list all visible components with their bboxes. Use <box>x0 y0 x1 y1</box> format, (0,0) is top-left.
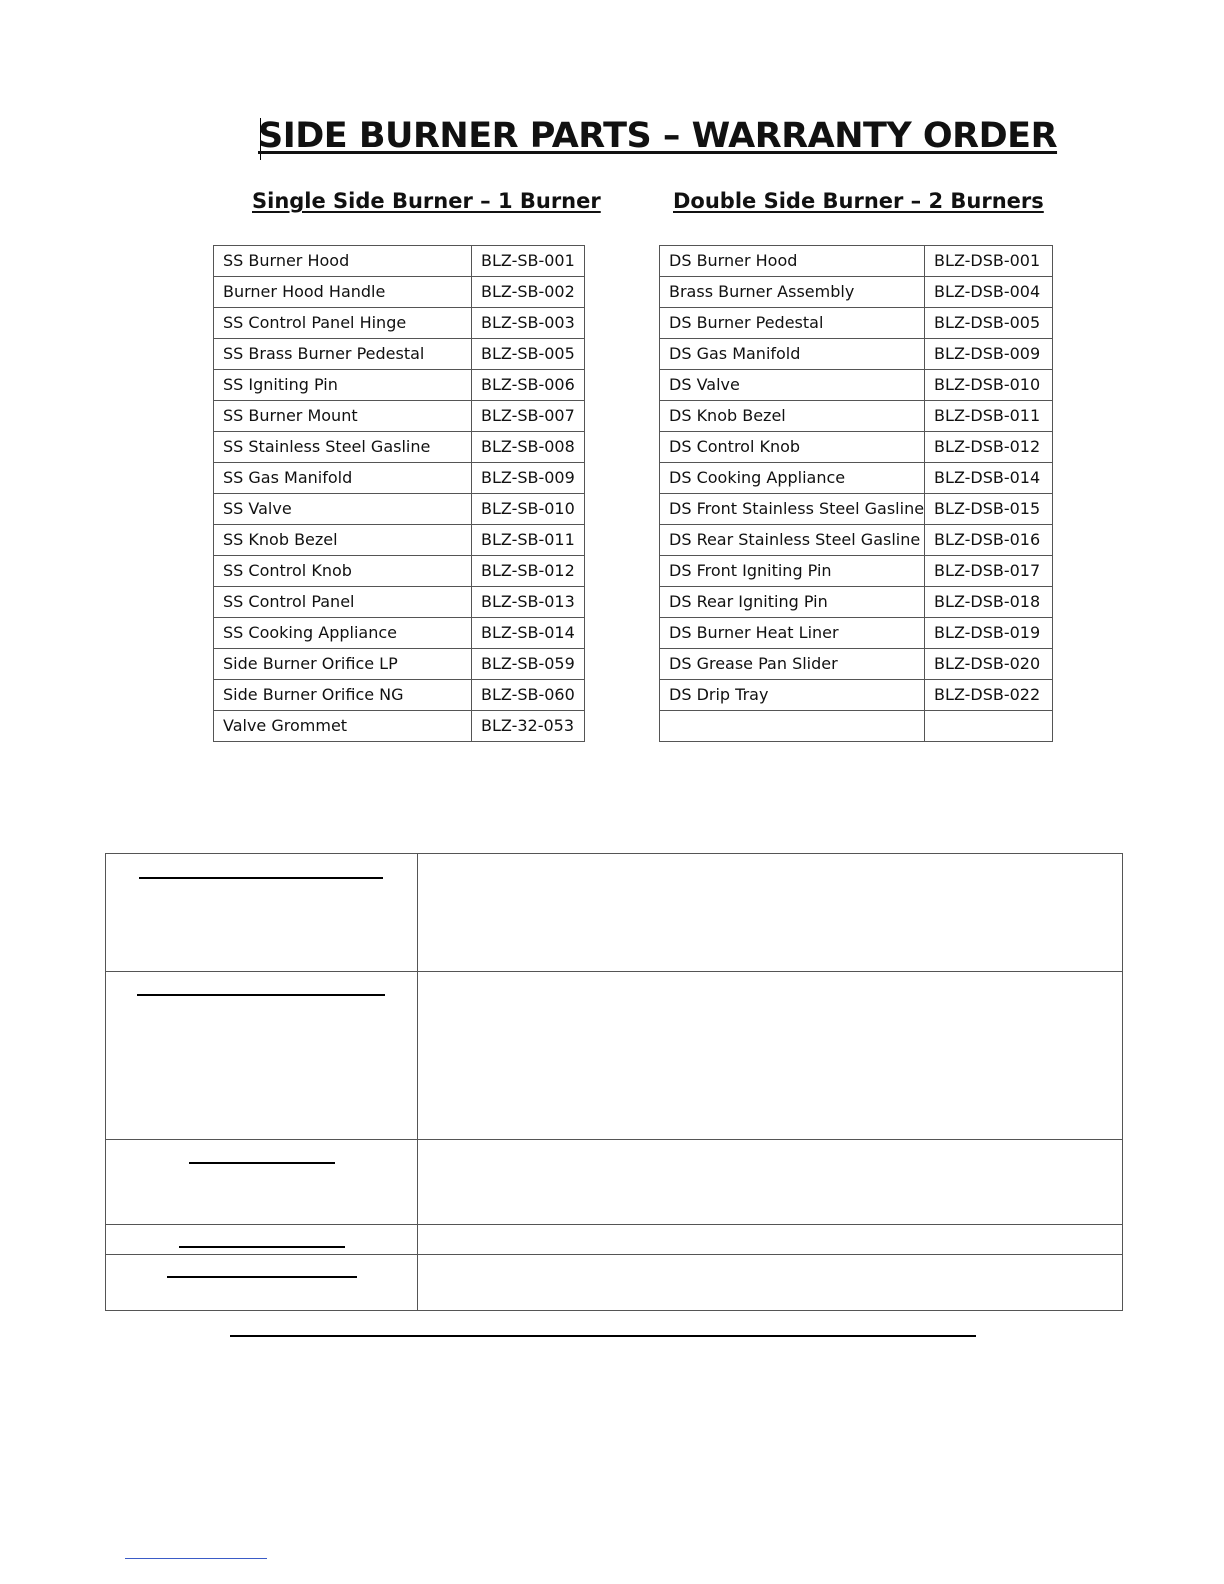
part-name: DS Grease Pan Slider <box>660 649 925 680</box>
table-row <box>660 308 1053 339</box>
part-number: BLZ-DSB-011 <box>925 401 1053 432</box>
part-number: BLZ-DSB-019 <box>925 618 1053 649</box>
part-number: BLZ-DSB-018 <box>925 587 1053 618</box>
form-value-cell[interactable] <box>418 972 1123 1140</box>
part-number: BLZ-DSB-012 <box>925 432 1053 463</box>
table-row <box>214 494 585 525</box>
part-name: DS Burner Pedestal <box>660 308 925 339</box>
part-number: BLZ-DSB-005 <box>925 308 1053 339</box>
part-number: BLZ-DSB-015 <box>925 494 1053 525</box>
table-row <box>660 649 1053 680</box>
part-number: BLZ-DSB-004 <box>925 277 1053 308</box>
label-underline <box>139 877 383 879</box>
part-number: BLZ-SB-003 <box>472 308 585 339</box>
label-underline <box>189 1162 335 1164</box>
part-number: BLZ-SB-007 <box>472 401 585 432</box>
part-number: BLZ-32-053 <box>472 711 585 742</box>
part-name: Side Burner Orifice NG <box>214 680 472 711</box>
part-name: Burner Hood Handle <box>214 277 472 308</box>
part-number: BLZ-SB-059 <box>472 649 585 680</box>
part-number: BLZ-DSB-010 <box>925 370 1053 401</box>
part-name: SS Gas Manifold <box>214 463 472 494</box>
part-number: BLZ-DSB-009 <box>925 339 1053 370</box>
table-row <box>660 463 1053 494</box>
part-name: SS Control Panel Hinge <box>214 308 472 339</box>
part-name: SS Cooking Appliance <box>214 618 472 649</box>
part-number: BLZ-DSB-022 <box>925 680 1053 711</box>
part-name: DS Front Igniting Pin <box>660 556 925 587</box>
part-name: DS Front Stainless Steel Gasline <box>660 494 925 525</box>
part-number: BLZ-SB-001 <box>472 246 585 277</box>
table-row <box>214 277 585 308</box>
page-title: SIDE BURNER PARTS – WARRANTY ORDER <box>258 116 1058 156</box>
form-label-cell <box>106 1225 418 1255</box>
part-number: BLZ-SB-011 <box>472 525 585 556</box>
part-number: BLZ-DSB-016 <box>925 525 1053 556</box>
part-name <box>660 711 925 742</box>
form-value-cell[interactable] <box>418 854 1123 972</box>
part-number <box>925 711 1053 742</box>
table-row <box>214 587 585 618</box>
part-name: SS Control Panel <box>214 587 472 618</box>
part-number: BLZ-DSB-014 <box>925 463 1053 494</box>
part-number: BLZ-SB-013 <box>472 587 585 618</box>
table-row <box>214 618 585 649</box>
part-number: BLZ-SB-006 <box>472 370 585 401</box>
table-row <box>660 401 1053 432</box>
table-row <box>214 680 585 711</box>
part-number: BLZ-DSB-001 <box>925 246 1053 277</box>
table-row <box>214 556 585 587</box>
part-number: BLZ-DSB-020 <box>925 649 1053 680</box>
form-value-cell[interactable] <box>418 1140 1123 1225</box>
form-row <box>106 854 1123 972</box>
double-burner-heading: Double Side Burner – 2 Burners <box>673 189 1044 213</box>
table-row <box>660 339 1053 370</box>
label-underline <box>179 1246 345 1248</box>
table-row <box>660 277 1053 308</box>
table-row <box>214 246 585 277</box>
form-value-cell[interactable] <box>418 1255 1123 1311</box>
double-burner-parts-table <box>659 245 1053 742</box>
label-underline <box>167 1276 357 1278</box>
part-name: DS Burner Heat Liner <box>660 618 925 649</box>
part-name: SS Igniting Pin <box>214 370 472 401</box>
part-number: BLZ-SB-005 <box>472 339 585 370</box>
table-row <box>660 680 1053 711</box>
single-burner-parts-table <box>213 245 585 742</box>
part-name: DS Rear Stainless Steel Gasline <box>660 525 925 556</box>
table-row <box>660 494 1053 525</box>
part-number: BLZ-SB-060 <box>472 680 585 711</box>
table-row <box>214 370 585 401</box>
table-row <box>660 370 1053 401</box>
part-name: SS Burner Hood <box>214 246 472 277</box>
part-name: SS Stainless Steel Gasline <box>214 432 472 463</box>
part-name: DS Rear Igniting Pin <box>660 587 925 618</box>
form-label-cell <box>106 1140 418 1225</box>
part-name: SS Control Knob <box>214 556 472 587</box>
form-row <box>106 972 1123 1140</box>
table-row <box>214 401 585 432</box>
part-name: DS Burner Hood <box>660 246 925 277</box>
form-label-cell <box>106 1255 418 1311</box>
part-number: BLZ-SB-014 <box>472 618 585 649</box>
label-underline <box>137 994 385 996</box>
part-number: BLZ-SB-008 <box>472 432 585 463</box>
hyperlink-underline[interactable] <box>125 1558 267 1559</box>
form-value-cell[interactable] <box>418 1225 1123 1255</box>
table-row <box>214 463 585 494</box>
table-row <box>660 246 1053 277</box>
form-label-cell <box>106 854 418 972</box>
form-row <box>106 1225 1123 1255</box>
table-row <box>660 432 1053 463</box>
part-name: SS Brass Burner Pedestal <box>214 339 472 370</box>
part-name: Side Burner Orifice LP <box>214 649 472 680</box>
table-row <box>214 308 585 339</box>
part-number: BLZ-DSB-017 <box>925 556 1053 587</box>
form-row <box>106 1255 1123 1311</box>
signature-line <box>230 1335 976 1337</box>
table-row <box>214 525 585 556</box>
table-row <box>214 339 585 370</box>
table-row <box>214 432 585 463</box>
table-row <box>660 618 1053 649</box>
table-row <box>214 649 585 680</box>
order-info-form <box>105 853 1123 1311</box>
form-label-cell <box>106 972 418 1140</box>
part-name: Brass Burner Assembly <box>660 277 925 308</box>
form-row <box>106 1140 1123 1225</box>
part-name: Valve Grommet <box>214 711 472 742</box>
table-row <box>660 587 1053 618</box>
single-burner-heading: Single Side Burner – 1 Burner <box>252 189 601 213</box>
part-name: SS Knob Bezel <box>214 525 472 556</box>
table-row <box>660 711 1053 742</box>
part-name: DS Cooking Appliance <box>660 463 925 494</box>
part-number: BLZ-SB-010 <box>472 494 585 525</box>
table-row <box>660 525 1053 556</box>
part-name: DS Drip Tray <box>660 680 925 711</box>
part-number: BLZ-SB-012 <box>472 556 585 587</box>
part-name: DS Knob Bezel <box>660 401 925 432</box>
table-row <box>660 556 1053 587</box>
table-row <box>214 711 585 742</box>
part-name: SS Valve <box>214 494 472 525</box>
part-number: BLZ-SB-002 <box>472 277 585 308</box>
part-name: DS Gas Manifold <box>660 339 925 370</box>
part-name: SS Burner Mount <box>214 401 472 432</box>
part-name: DS Valve <box>660 370 925 401</box>
part-number: BLZ-SB-009 <box>472 463 585 494</box>
part-name: DS Control Knob <box>660 432 925 463</box>
